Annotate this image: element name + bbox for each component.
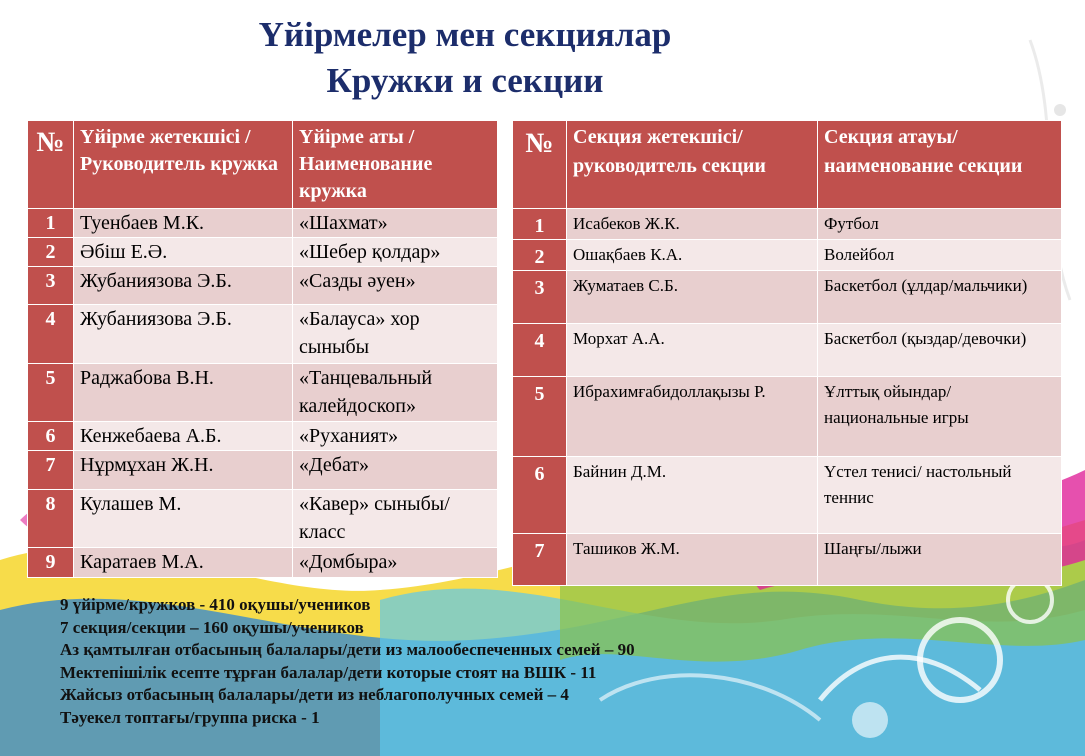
section-name: Баскетбол (қыздар/девочки) bbox=[818, 324, 1062, 377]
row-number: 7 bbox=[513, 534, 567, 586]
row-number: 7 bbox=[28, 451, 74, 490]
sections-header-leader: Секция жетекшісі/ руководитель секции bbox=[567, 121, 818, 209]
row-number: 8 bbox=[28, 490, 74, 548]
club-leader: Туенбаев М.К. bbox=[74, 209, 293, 238]
row-number: 6 bbox=[28, 422, 74, 451]
clubs-header-leader: Үйірме жетекшісі / Руководитель кружка bbox=[74, 121, 293, 209]
section-leader: Морхат А.А. bbox=[567, 324, 818, 377]
sections-table bbox=[512, 120, 1062, 586]
row-number: 5 bbox=[28, 364, 74, 422]
table-row bbox=[28, 422, 498, 451]
table-row bbox=[28, 364, 498, 422]
club-leader: Раджабова В.Н. bbox=[74, 364, 293, 422]
row-number: 3 bbox=[28, 267, 74, 305]
row-number: 4 bbox=[28, 305, 74, 364]
section-name: Үстел тенисі/ настольный теннис bbox=[818, 457, 1062, 534]
row-number: 4 bbox=[513, 324, 567, 377]
clubs-header-num: № bbox=[28, 121, 74, 209]
section-name: Волейбол bbox=[818, 240, 1062, 271]
table-row bbox=[513, 271, 1062, 324]
clubs-header-name: Үйірме аты / Наименование кружка bbox=[293, 121, 498, 209]
table-row bbox=[513, 457, 1062, 534]
table-row bbox=[513, 377, 1062, 457]
club-name: «Кавер» сыныбы/класс bbox=[293, 490, 498, 548]
page-title bbox=[170, 12, 760, 104]
summary-block bbox=[60, 594, 635, 729]
row-number: 6 bbox=[513, 457, 567, 534]
table-row bbox=[513, 209, 1062, 240]
club-name: «Шебер қолдар» bbox=[293, 238, 498, 267]
summary-line: Тәуекел топтағы/группа риска - 1 bbox=[60, 707, 320, 727]
row-number: 1 bbox=[28, 209, 74, 238]
club-name: «Танцевальный калейдоскоп» bbox=[293, 364, 498, 422]
row-number: 3 bbox=[513, 271, 567, 324]
summary-line: Аз қамтылған отбасының балалары/дети из малообеспеченных семей – 90 bbox=[60, 640, 635, 659]
row-number: 5 bbox=[513, 377, 567, 457]
summary-line: 7 секция/секции – 160 оқушы/учеников bbox=[60, 617, 364, 637]
section-name: Футбол bbox=[818, 209, 1062, 240]
sections-header-num: № bbox=[513, 121, 567, 209]
table-row bbox=[28, 305, 498, 364]
sections-header-row bbox=[513, 121, 1062, 209]
table-row bbox=[28, 451, 498, 490]
section-name: Шаңғы/лыжи bbox=[818, 534, 1062, 586]
clubs-header-row bbox=[28, 121, 498, 209]
club-name: «Сазды әуен» bbox=[293, 267, 498, 305]
club-leader: Нұрмұхан Ж.Н. bbox=[74, 451, 293, 490]
section-leader: Байнин Д.М. bbox=[567, 457, 818, 534]
table-row bbox=[513, 534, 1062, 586]
row-number: 2 bbox=[513, 240, 567, 271]
club-leader: Жубаниязова Э.Б. bbox=[74, 305, 293, 364]
title-line-2: Кружки и секции bbox=[326, 61, 604, 100]
clubs-table bbox=[27, 120, 498, 578]
club-name: «Дебат» bbox=[293, 451, 498, 490]
club-leader: Жубаниязова Э.Б. bbox=[74, 267, 293, 305]
table-row bbox=[28, 490, 498, 548]
section-leader: Ибрахимғабидоллақызы Р. bbox=[567, 377, 818, 457]
section-name: Баскетбол (ұлдар/мальчики) bbox=[818, 271, 1062, 324]
section-leader: Исабеков Ж.К. bbox=[567, 209, 818, 240]
table-row bbox=[28, 238, 498, 267]
row-number: 2 bbox=[28, 238, 74, 267]
section-leader: Ошақбаев К.А. bbox=[567, 240, 818, 271]
section-leader: Ташиков Ж.М. bbox=[567, 534, 818, 586]
summary-line: Жайсыз отбасының балалары/дети из неблагополучных семей – 4 bbox=[60, 685, 569, 704]
club-name: «Руханият» bbox=[293, 422, 498, 451]
summary-line: Мектепішілік есепте тұрған балалар/дети которые стоят на ВШК - 11 bbox=[60, 662, 597, 682]
table-row bbox=[513, 240, 1062, 271]
table-row bbox=[28, 267, 498, 305]
table-row bbox=[28, 548, 498, 578]
table-row bbox=[28, 209, 498, 238]
club-leader: Әбіш Е.Ә. bbox=[74, 238, 293, 267]
club-name: «Домбыра» bbox=[293, 548, 498, 578]
title-line-1: Үйірмелер мен секциялар bbox=[258, 15, 672, 54]
club-name: «Шахмат» bbox=[293, 209, 498, 238]
club-leader: Кенжебаева А.Б. bbox=[74, 422, 293, 451]
club-leader: Каратаев М.А. bbox=[74, 548, 293, 578]
row-number: 9 bbox=[28, 548, 74, 578]
club-name: «Балауса» хор сыныбы bbox=[293, 305, 498, 364]
row-number: 1 bbox=[513, 209, 567, 240]
summary-line: 9 үйірме/кружков - 410 оқушы/учеников bbox=[60, 595, 371, 614]
section-leader: Жуматаев С.Б. bbox=[567, 271, 818, 324]
section-name: Ұлттық ойындар/ национальные игры bbox=[818, 377, 1062, 457]
sections-header-name: Секция атауы/ наименование секции bbox=[818, 121, 1062, 209]
table-row bbox=[513, 324, 1062, 377]
club-leader: Кулашев М. bbox=[74, 490, 293, 548]
